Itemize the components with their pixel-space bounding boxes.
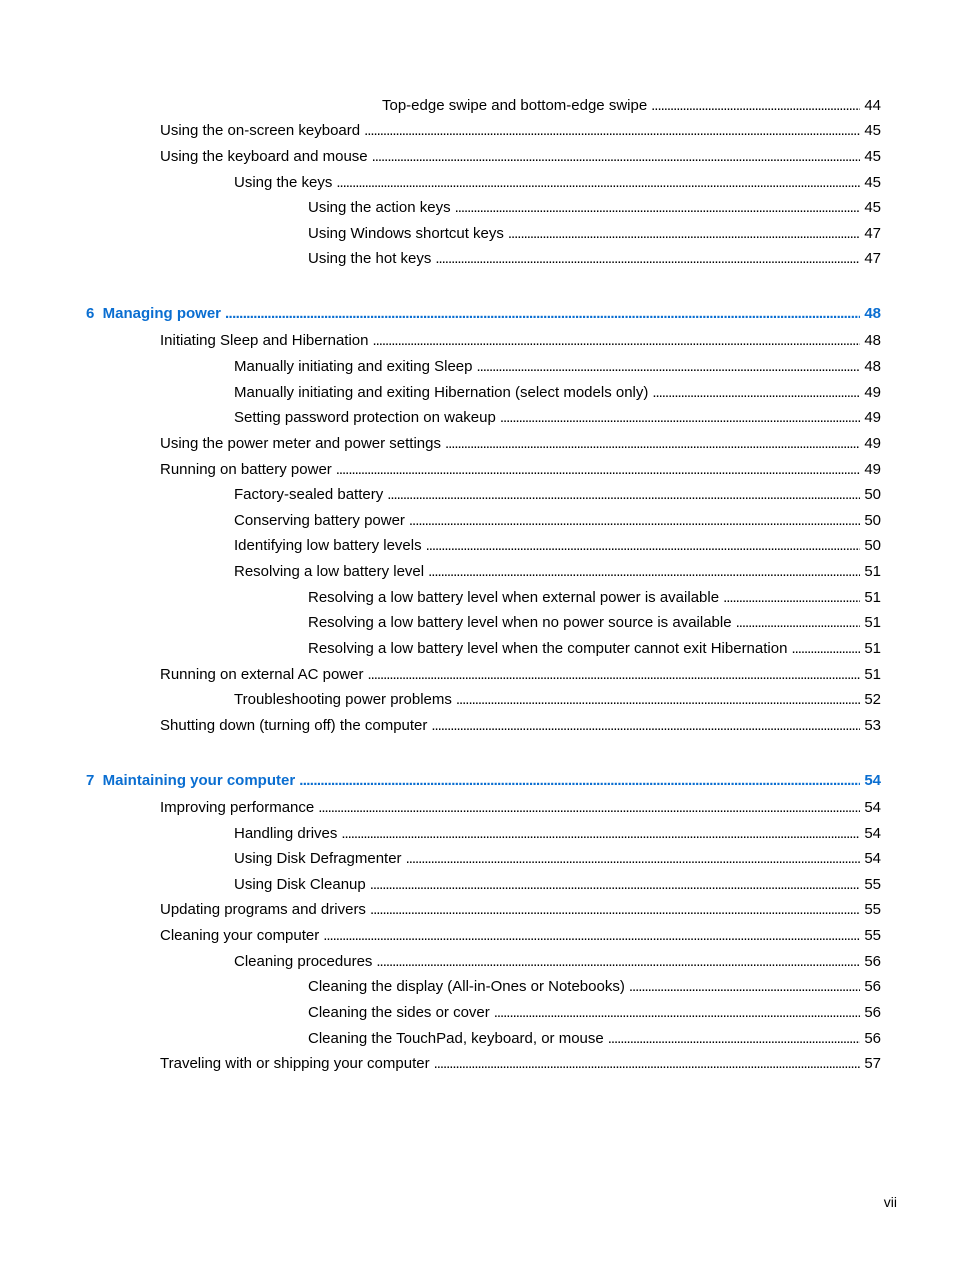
toc-entry-title: Using the power meter and power settings [160,435,441,452]
toc-entry-page: 49 [864,435,881,452]
toc-entry-page: 54 [864,799,881,816]
toc-entry[interactable] [308,249,881,269]
dot-leader [406,849,861,869]
toc-entry[interactable] [234,511,881,531]
toc-chapter-title: 6 Managing power [86,305,222,322]
toc-entry[interactable] [308,198,881,218]
dot-leader [723,588,860,608]
toc-entry-title: Top-edge swipe and bottom-edge swipe [382,97,648,114]
dot-leader [370,875,861,895]
toc-entry[interactable] [160,147,881,167]
toc-entry-page: 50 [864,537,881,554]
toc-entry-title: Resolving a low battery level when external power is available [308,589,720,606]
toc-entry-title: Using the action keys [308,199,451,216]
dot-leader [364,121,860,141]
toc-entry[interactable] [308,1029,881,1049]
dot-leader [336,460,861,480]
toc-entry[interactable] [234,562,881,582]
dot-leader [409,511,860,531]
toc-entry-page: 50 [864,486,881,503]
toc-entry[interactable] [160,716,881,736]
toc-entry-page: 56 [864,953,881,970]
dot-leader [376,952,860,972]
toc-entry[interactable] [308,1003,881,1023]
toc-chapter-page: 48 [864,305,881,322]
toc-entry-page: 55 [864,901,881,918]
toc-chapter-entry[interactable] [86,304,881,324]
toc-entry[interactable] [160,798,881,818]
toc-entry[interactable] [234,408,881,428]
page-number: vii [883,1194,897,1210]
dot-leader [372,147,861,167]
toc-entry-title: Resolving a low battery level [234,563,425,580]
toc-entry-title: Cleaning the sides or cover [308,1004,490,1021]
toc-entry-title: Running on battery power [160,461,332,478]
toc-entry-page: 56 [864,1030,881,1047]
toc-entry[interactable] [234,173,881,193]
toc-entry-page: 49 [864,461,881,478]
toc-entry-title: Cleaning your computer [160,927,320,944]
toc-entry-title: Using the on-screen keyboard [160,122,361,139]
toc-entry-title: Using the keys [234,174,333,191]
dot-leader [434,1054,861,1074]
toc-chapter-title: 7 Maintaining your computer [86,772,296,789]
toc-entry[interactable] [234,952,881,972]
dot-leader [225,304,860,324]
toc-entry-title: Factory-sealed battery [234,486,384,503]
toc-entry-page: 45 [864,174,881,191]
toc-entry-page: 47 [864,225,881,242]
toc-chapter-page: 54 [864,772,881,789]
toc-entry-title: Improving performance [160,799,315,816]
toc-entry[interactable] [234,485,881,505]
dot-leader [456,690,860,710]
dot-leader [370,900,860,920]
toc-entry-title: Troubleshooting power problems [234,691,452,708]
toc-entry-title: Cleaning procedures [234,953,373,970]
toc-entry-page: 52 [864,691,881,708]
toc-entry-page: 48 [864,358,881,375]
toc-entry-page: 51 [864,563,881,580]
toc-entry-page: 51 [864,589,881,606]
toc-entry-title: Running on external AC power [160,666,364,683]
toc-entry-page: 51 [864,640,881,657]
toc-entry-page: 49 [864,384,881,401]
dot-leader [318,798,860,818]
toc-entry-title: Resolving a low battery level when no power source is available [308,614,732,631]
toc-entry[interactable] [160,1054,881,1074]
dot-leader [445,434,860,454]
toc-entry-page: 56 [864,978,881,995]
toc-entry[interactable] [160,900,881,920]
dot-leader [651,96,860,116]
toc-entry-page: 50 [864,512,881,529]
dot-leader [372,331,860,351]
toc-entry-title: Handling drives [234,825,338,842]
toc-entry[interactable] [234,690,881,710]
toc-entry[interactable] [308,639,881,659]
dot-leader [608,1029,861,1049]
toc-entry-page: 47 [864,250,881,267]
toc-entry-page: 48 [864,332,881,349]
toc-entry[interactable] [160,460,881,480]
toc-entry[interactable] [160,926,881,946]
toc-entry[interactable] [234,383,881,403]
dot-leader [736,613,861,633]
toc-entry-title: Manually initiating and exiting Sleep [234,358,473,375]
toc-entry-title: Using the keyboard and mouse [160,148,368,165]
dot-leader [500,408,860,428]
toc-entry-title: Cleaning the display (All-in-Ones or Notebooks) [308,978,625,995]
toc-entry-title: Setting password protection on wakeup [234,409,496,426]
toc-entry[interactable] [382,96,881,116]
toc-entry[interactable] [160,331,881,351]
toc-entry[interactable] [160,121,881,141]
toc-entry-title: Conserving battery power [234,512,405,529]
toc-entry-page: 44 [864,97,881,114]
toc-entry-title: Initiating Sleep and Hibernation [160,332,369,349]
toc-entry[interactable] [308,977,881,997]
toc-entry-page: 57 [864,1055,881,1072]
toc-entry-page: 54 [864,850,881,867]
dot-leader [455,198,861,218]
dot-leader [323,926,860,946]
toc-entry-title: Identifying low battery levels [234,537,422,554]
toc-entry[interactable] [308,588,881,608]
dot-leader [299,771,860,791]
dot-leader [629,977,860,997]
dot-leader [387,485,860,505]
toc-entry-page: 45 [864,199,881,216]
dot-leader [428,562,860,582]
toc-entry[interactable] [308,613,881,633]
dot-leader [341,824,860,844]
toc-entry[interactable] [308,224,881,244]
toc-entry-title: Using Windows shortcut keys [308,225,504,242]
toc-entry-title: Resolving a low battery level when the computer cannot exit Hibernation [308,640,788,657]
toc-entry-page: 49 [864,409,881,426]
dot-leader [652,383,860,403]
toc-entry[interactable] [160,434,881,454]
dot-leader [494,1003,861,1023]
toc-entry-title: Traveling with or shipping your computer [160,1055,430,1072]
toc-entry-title: Cleaning the TouchPad, keyboard, or mouse [308,1030,604,1047]
toc-entry-title: Shutting down (turning off) the computer [160,717,428,734]
dot-leader [476,357,860,377]
toc-entry-title: Using Disk Cleanup [234,876,366,893]
toc-entry[interactable] [234,357,881,377]
toc-entry[interactable] [234,536,881,556]
dot-leader [508,224,860,244]
toc-entry[interactable] [234,824,881,844]
toc-entry-page: 55 [864,876,881,893]
toc-entry-page: 55 [864,927,881,944]
toc-entry-title: Updating programs and drivers [160,901,366,918]
dot-leader [426,536,861,556]
toc-entry-title: Manually initiating and exiting Hibernation (select models only) [234,384,649,401]
dot-leader [435,249,860,269]
dot-leader [791,639,860,659]
toc-entry[interactable] [234,875,881,895]
toc-entry-page: 56 [864,1004,881,1021]
toc-entry[interactable] [160,665,881,685]
dot-leader [336,173,860,193]
toc-entry-page: 45 [864,148,881,165]
toc-entry-page: 53 [864,717,881,734]
toc-entry-page: 45 [864,122,881,139]
toc-entry-title: Using Disk Defragmenter [234,850,402,867]
toc-entry-page: 51 [864,614,881,631]
dot-leader [431,716,860,736]
toc-entry[interactable] [234,849,881,869]
toc-chapter-entry[interactable] [86,771,881,791]
toc-entry-page: 51 [864,666,881,683]
toc-entry-title: Using the hot keys [308,250,432,267]
toc-entry-page: 54 [864,825,881,842]
dot-leader [367,665,860,685]
